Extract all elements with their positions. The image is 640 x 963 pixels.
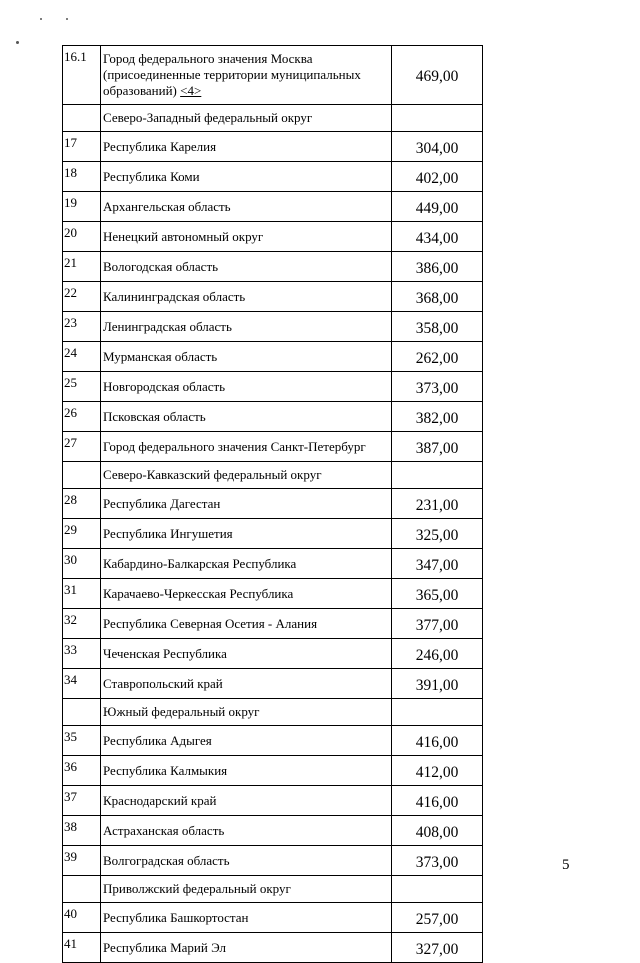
value-cell — [392, 876, 483, 903]
subject-name: Псковская область — [101, 402, 392, 432]
value-cell: 416,00 — [392, 786, 483, 816]
subject-name: Карачаево-Черкесская Республика — [101, 579, 392, 609]
value-cell: 327,00 — [392, 933, 483, 963]
subject-name — [101, 46, 392, 105]
region-name: Южный федеральный округ — [101, 699, 392, 726]
row-number: 26 — [63, 402, 101, 432]
table-row — [63, 639, 483, 669]
value-cell: 368,00 — [392, 282, 483, 312]
table-row — [63, 162, 483, 192]
table-row — [63, 519, 483, 549]
row-number: 33 — [63, 639, 101, 669]
value-cell: 434,00 — [392, 222, 483, 252]
tariff-table — [62, 45, 483, 963]
subject-name: Волгоградская область — [101, 846, 392, 876]
row-number: 39 — [63, 846, 101, 876]
value-cell — [392, 105, 483, 132]
row-number — [63, 699, 101, 726]
table-row — [63, 252, 483, 282]
subject-name: Республика Дагестан — [101, 489, 392, 519]
table-row — [63, 132, 483, 162]
table-row — [63, 549, 483, 579]
row-number: 34 — [63, 669, 101, 699]
row-number — [63, 462, 101, 489]
table-row — [63, 192, 483, 222]
subject-name: Мурманская область — [101, 342, 392, 372]
table-row — [63, 489, 483, 519]
row-number: 27 — [63, 432, 101, 462]
value-cell: 347,00 — [392, 549, 483, 579]
region-name: Приволжский федеральный округ — [101, 876, 392, 903]
scan-speck — [40, 18, 42, 20]
table-row — [63, 282, 483, 312]
value-cell: 304,00 — [392, 132, 483, 162]
value-cell: 358,00 — [392, 312, 483, 342]
value-cell: 325,00 — [392, 519, 483, 549]
page-number: 5 — [562, 857, 570, 873]
row-number: 31 — [63, 579, 101, 609]
subject-name: Город федерального значения Санкт-Петербург — [101, 432, 392, 462]
region-header-row — [63, 699, 483, 726]
subject-name: Республика Коми — [101, 162, 392, 192]
table-row — [63, 726, 483, 756]
table-row — [63, 609, 483, 639]
row-number: 17 — [63, 132, 101, 162]
scan-speck — [16, 41, 19, 44]
row-number: 20 — [63, 222, 101, 252]
value-cell — [392, 462, 483, 489]
table-row — [63, 46, 483, 105]
subject-name: Ленинградская область — [101, 312, 392, 342]
value-cell: 416,00 — [392, 726, 483, 756]
table-body — [63, 46, 483, 963]
value-cell: 402,00 — [392, 162, 483, 192]
subject-name: Ставропольский край — [101, 669, 392, 699]
row-number: 40 — [63, 903, 101, 933]
subject-name-text: Город федерального значения Москва (присоединенные территории муниципальных образований) — [103, 51, 361, 98]
value-cell: 262,00 — [392, 342, 483, 372]
table-row — [63, 933, 483, 963]
value-cell: 373,00 — [392, 846, 483, 876]
subject-name: Ненецкий автономный округ — [101, 222, 392, 252]
subject-name: Республика Башкортостан — [101, 903, 392, 933]
row-number: 21 — [63, 252, 101, 282]
value-cell: 377,00 — [392, 609, 483, 639]
row-number — [63, 876, 101, 903]
region-header-row — [63, 105, 483, 132]
table-row — [63, 786, 483, 816]
subject-name: Новгородская область — [101, 372, 392, 402]
subject-name: Калининградская область — [101, 282, 392, 312]
value-cell: 365,00 — [392, 579, 483, 609]
row-number: 32 — [63, 609, 101, 639]
row-number: 16.1 — [63, 46, 101, 105]
value-cell: 386,00 — [392, 252, 483, 282]
value-cell: 408,00 — [392, 816, 483, 846]
row-number: 23 — [63, 312, 101, 342]
table-row — [63, 756, 483, 786]
subject-name: Кабардино-Балкарская Республика — [101, 549, 392, 579]
row-number: 38 — [63, 816, 101, 846]
subject-name: Чеченская Республика — [101, 639, 392, 669]
table-row — [63, 579, 483, 609]
value-cell: 412,00 — [392, 756, 483, 786]
scan-speck — [66, 18, 68, 20]
subject-name: Республика Адыгея — [101, 726, 392, 756]
value-cell: 231,00 — [392, 489, 483, 519]
table-row — [63, 816, 483, 846]
subject-name: Республика Ингушетия — [101, 519, 392, 549]
value-cell: 469,00 — [392, 46, 483, 105]
row-number: 25 — [63, 372, 101, 402]
row-number: 28 — [63, 489, 101, 519]
subject-name: Республика Карелия — [101, 132, 392, 162]
table-row — [63, 342, 483, 372]
value-cell: 257,00 — [392, 903, 483, 933]
table-row — [63, 402, 483, 432]
value-cell: 387,00 — [392, 432, 483, 462]
row-number: 24 — [63, 342, 101, 372]
row-number: 29 — [63, 519, 101, 549]
table-row — [63, 669, 483, 699]
row-number: 36 — [63, 756, 101, 786]
region-name: Северо-Кавказский федеральный округ — [101, 462, 392, 489]
table-row — [63, 432, 483, 462]
value-cell — [392, 699, 483, 726]
value-cell: 382,00 — [392, 402, 483, 432]
row-number: 41 — [63, 933, 101, 963]
table-row — [63, 372, 483, 402]
value-cell: 391,00 — [392, 669, 483, 699]
subject-name: Республика Северная Осетия - Алания — [101, 609, 392, 639]
footnote-reference[interactable]: <4> — [180, 83, 202, 98]
table-row — [63, 222, 483, 252]
row-number: 22 — [63, 282, 101, 312]
subject-name: Астраханская область — [101, 816, 392, 846]
row-number: 30 — [63, 549, 101, 579]
value-cell: 246,00 — [392, 639, 483, 669]
subject-name: Вологодская область — [101, 252, 392, 282]
subject-name: Архангельская область — [101, 192, 392, 222]
table-row — [63, 903, 483, 933]
subject-name: Краснодарский край — [101, 786, 392, 816]
value-cell: 449,00 — [392, 192, 483, 222]
subject-name: Республика Марий Эл — [101, 933, 392, 963]
value-cell: 373,00 — [392, 372, 483, 402]
row-number: 35 — [63, 726, 101, 756]
row-number: 37 — [63, 786, 101, 816]
row-number — [63, 105, 101, 132]
subject-name: Республика Калмыкия — [101, 756, 392, 786]
row-number: 19 — [63, 192, 101, 222]
table-row — [63, 312, 483, 342]
row-number: 18 — [63, 162, 101, 192]
region-header-row — [63, 462, 483, 489]
region-name: Северо-Западный федеральный округ — [101, 105, 392, 132]
table-row — [63, 846, 483, 876]
region-header-row — [63, 876, 483, 903]
